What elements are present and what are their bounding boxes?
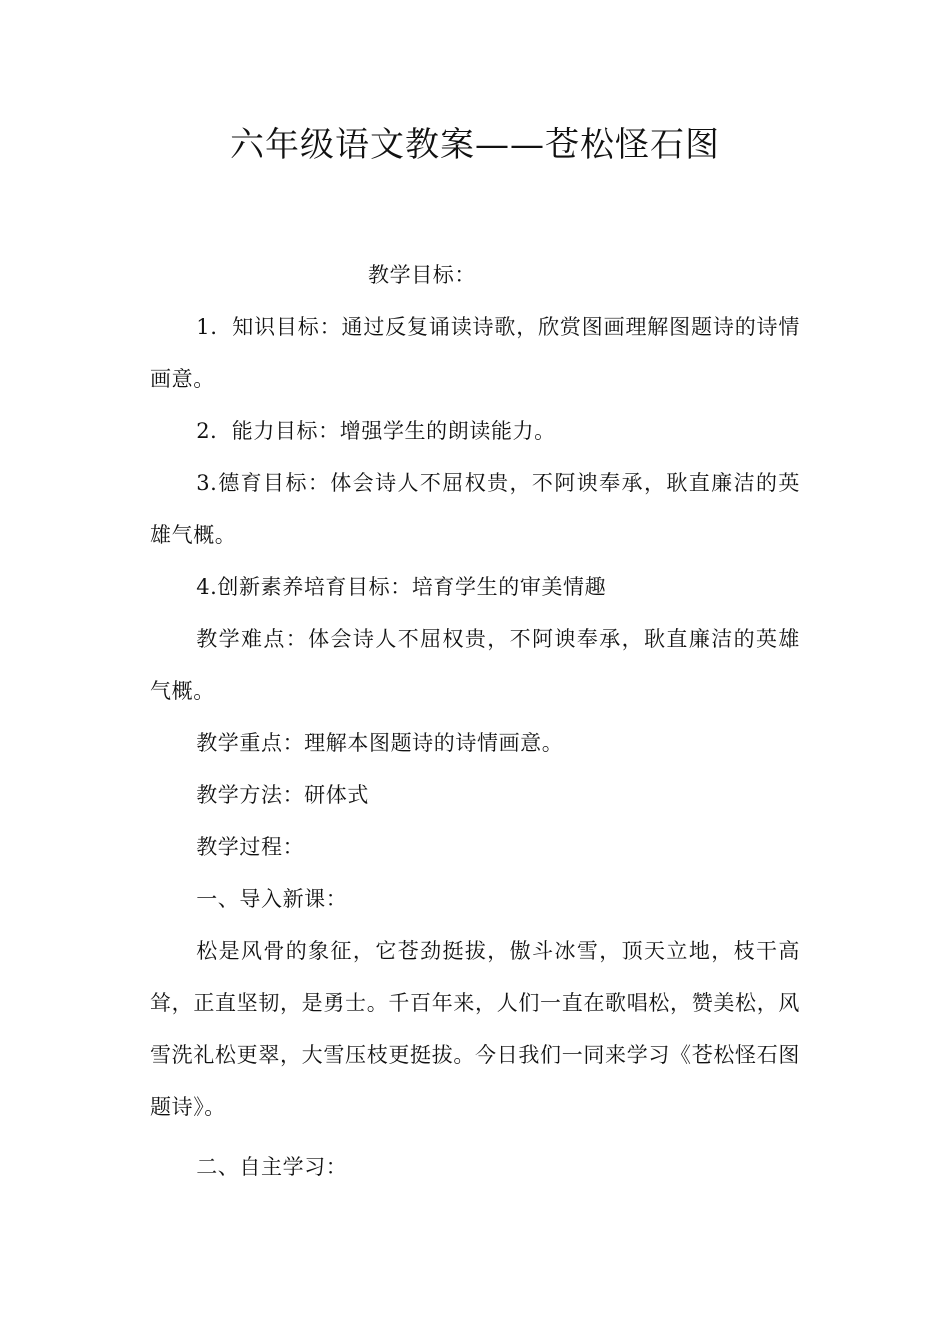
paragraph-key-point: 教学重点：理解本图题诗的诗情画意。	[196, 731, 564, 755]
paragraph-method: 教学方法：研体式	[196, 783, 369, 807]
paragraph-innovation-goal: 4.创新素养培育目标：培育学生的审美情趣	[196, 575, 607, 599]
paragraph-knowledge-goal: 1．知识目标：通过反复诵读诗歌，欣赏图画理解图题诗的诗情画意。	[150, 315, 800, 391]
paragraph-self-study-heading: 二、自主学习：	[196, 1155, 348, 1179]
paragraph-moral-goal: 3.德育目标：体会诗人不屈权贵，不阿谀奉承，耿直廉洁的英雄气概。	[150, 471, 800, 547]
section-heading-teaching-goals: 教学目标：	[368, 263, 476, 287]
paragraph-intro-heading: 一、导入新课：	[196, 887, 348, 911]
paragraph-process: 教学过程：	[196, 835, 305, 859]
paragraph-ability-goal: 2．能力目标：增强学生的朗读能力。	[196, 419, 556, 443]
document-title: 六年级语文教案——苍松怪石图	[230, 125, 720, 165]
paragraph-intro-text: 松是风骨的象征，它苍劲挺拔，傲斗冰雪，顶天立地，枝干高耸，正直坚韧，是勇士。千百年来，人们一直在歌唱松，赞美松，风雪洗礼松更翠，大雪压枝更挺拔。今日我们一同来学习《苍松怪石图题诗》。	[150, 939, 800, 1119]
document-body	[150, 249, 800, 1193]
paragraph-difficulty: 教学难点：体会诗人不屈权贵，不阿谀奉承，耿直廉洁的英雄气概。	[150, 627, 800, 703]
